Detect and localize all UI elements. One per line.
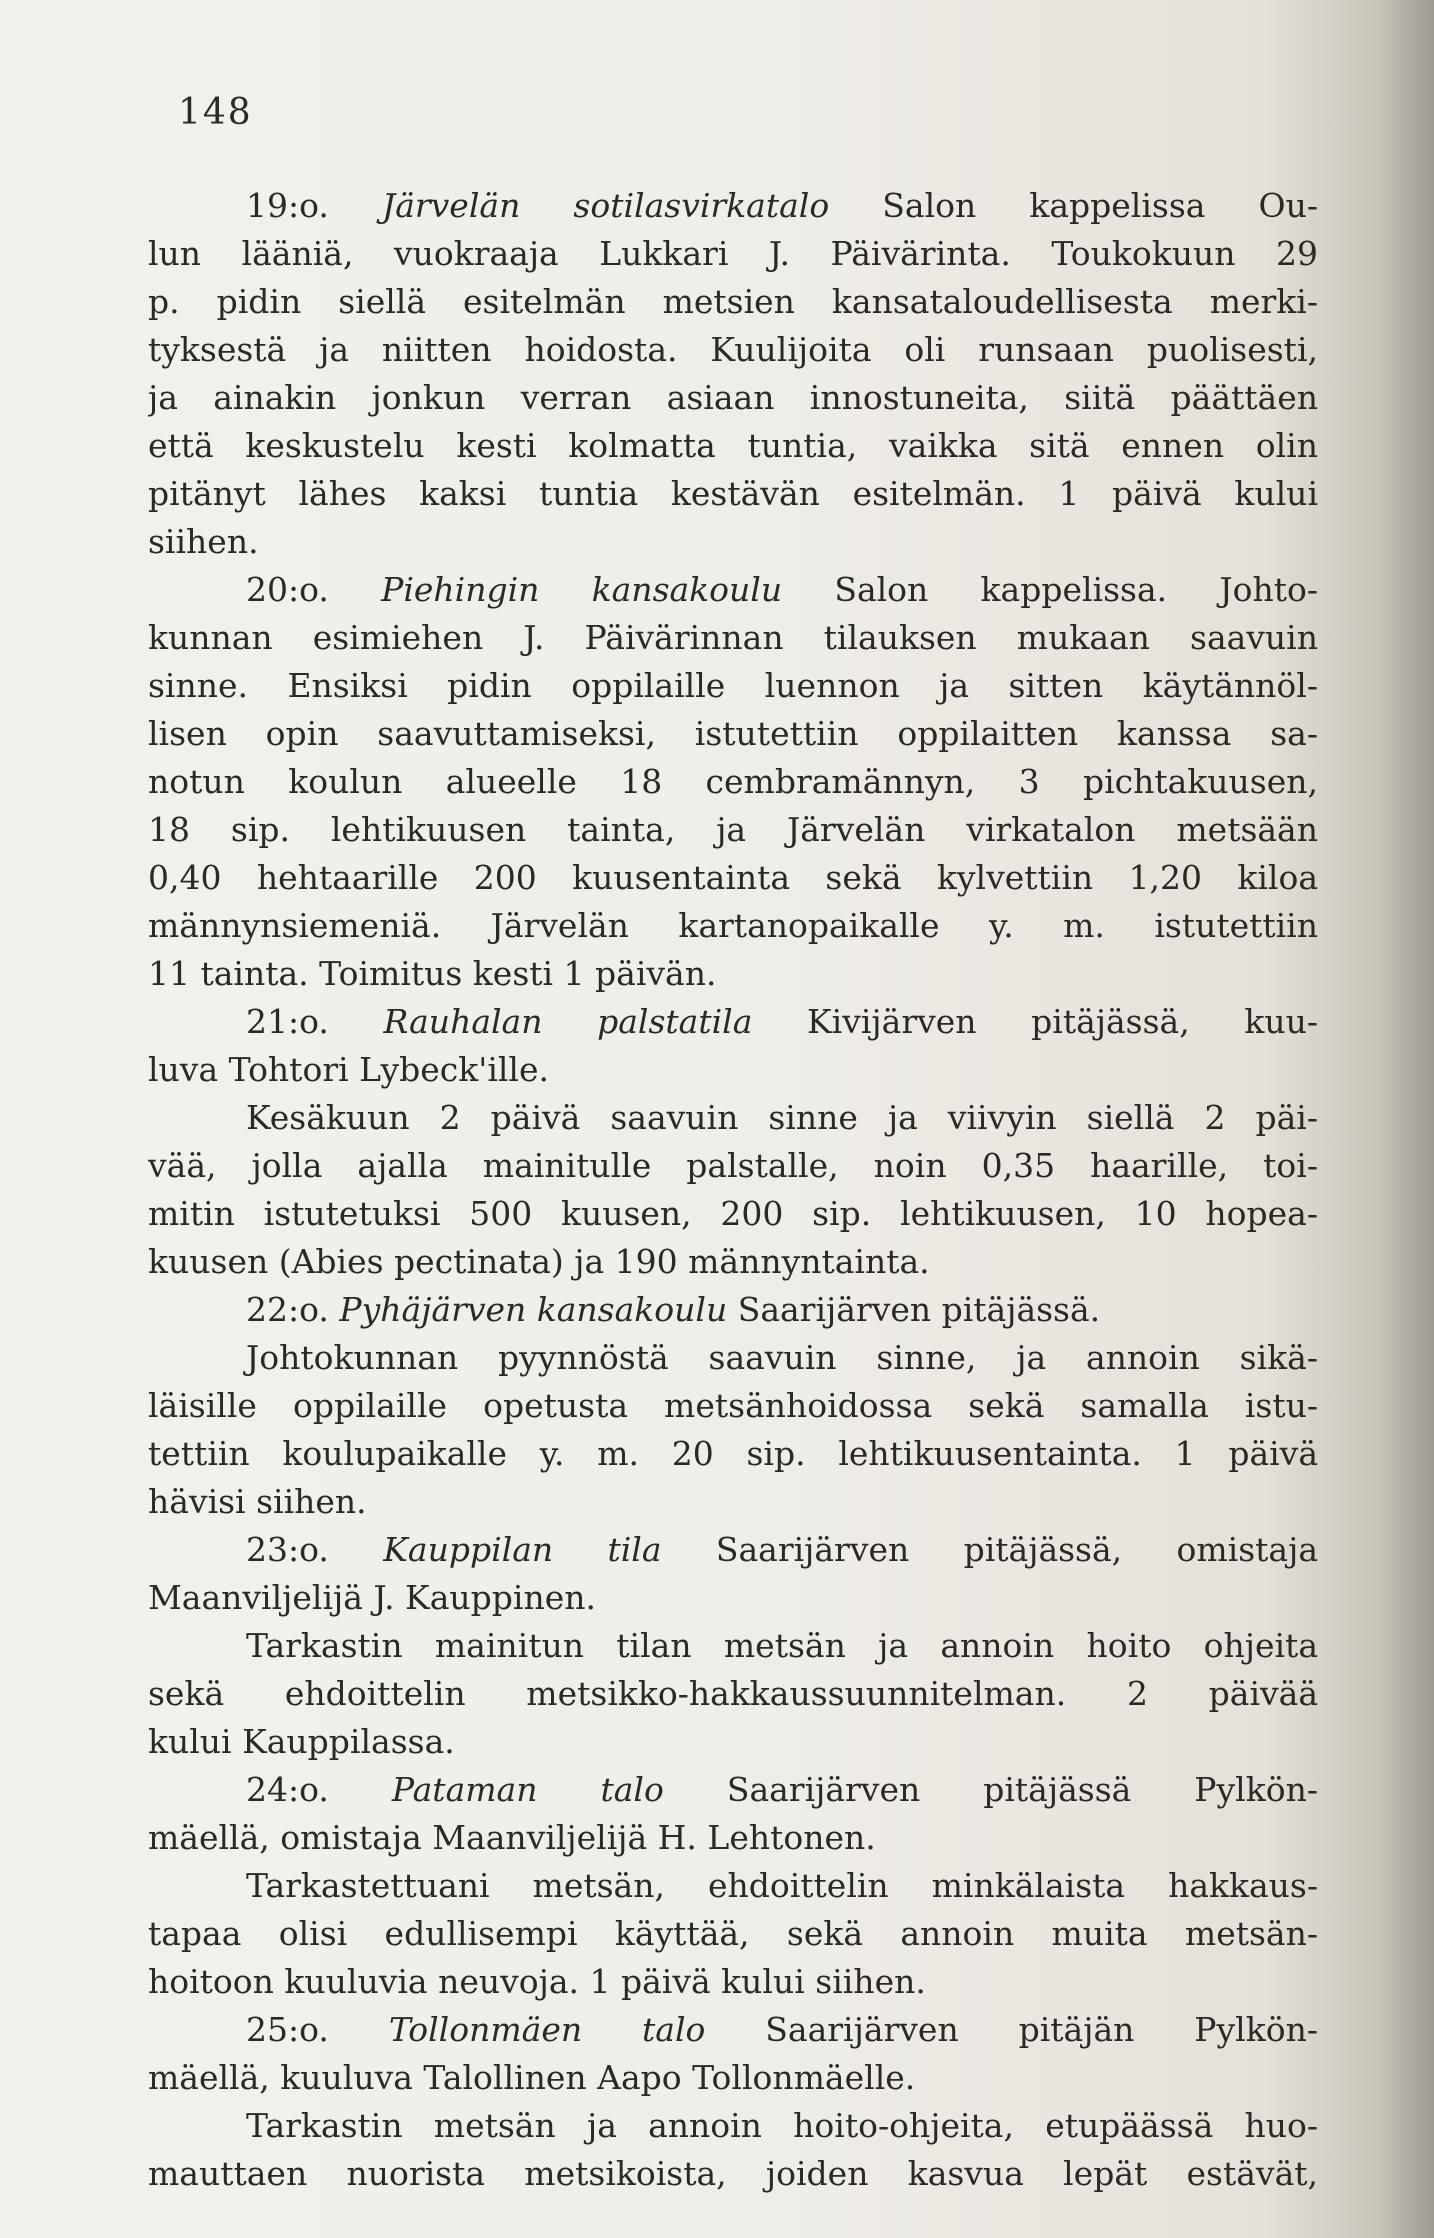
text-line: kuusen (Abies pectinata) ja 190 männyntainta. bbox=[148, 1242, 930, 1281]
page-number: 148 bbox=[178, 92, 253, 133]
text-line: mäellä, omistaja Maanviljelijä H. Lehtonen. bbox=[148, 1818, 876, 1857]
entry-heading-rest: Saarijärven pitäjässä Pylkön- bbox=[663, 1770, 1318, 1809]
entry-place-name: Rauhalan palstatila bbox=[383, 1002, 753, 1041]
entry-22 bbox=[148, 1286, 1318, 1526]
text-line: mitin istutetuksi 500 kuusen, 200 sip. lehtikuusen, 10 hopea- bbox=[148, 1194, 1318, 1233]
entry-heading-line bbox=[148, 182, 1318, 230]
entry-number: 21:o. bbox=[246, 1002, 384, 1041]
text-line: mäellä, kuuluva Talollinen Aapo Tollonmäelle. bbox=[148, 2058, 916, 2097]
entry-19 bbox=[148, 182, 1318, 566]
text-line: vää, jolla ajalla mainitulle palstalle, noin 0,35 haarille, toi- bbox=[148, 1146, 1318, 1185]
entry-21 bbox=[148, 998, 1318, 1286]
entry-number: 20:o. bbox=[246, 570, 382, 609]
text-line: 11 tainta. Toimitus kesti 1 päivän. bbox=[148, 954, 717, 993]
entry-heading-rest: Saarijärven pitäjässä, omistaja bbox=[661, 1530, 1318, 1569]
text-line: 0,40 hehtaarille 200 kuusentainta sekä kylvettiin 1,20 kiloa bbox=[148, 858, 1318, 897]
text-line: Johtokunnan pyynnöstä saavuin sinne, ja annoin sikä- bbox=[246, 1338, 1318, 1377]
text-line: Tarkastin mainitun tilan metsän ja annoin hoito ohjeita bbox=[246, 1626, 1318, 1665]
entry-heading-line bbox=[148, 998, 1318, 1046]
text-line: tettiin koulupaikalle y. m. 20 sip. lehtikuusentainta. 1 päivä bbox=[148, 1434, 1318, 1473]
entry-heading-line bbox=[148, 1286, 1318, 1334]
entry-heading-line bbox=[148, 566, 1318, 614]
text-line: p. pidin siellä esitelmän metsien kansataloudellisesta merki- bbox=[148, 282, 1318, 321]
text-line: luva Tohtori Lybeck'ille. bbox=[148, 1050, 549, 1089]
entry-heading-line bbox=[148, 2006, 1318, 2054]
body-text bbox=[148, 182, 1318, 2198]
text-line: mauttaen nuorista metsikoista, joiden kasvua lepät estävät, bbox=[148, 2154, 1318, 2193]
entry-place-name: Pyhäjärven kansakoulu bbox=[339, 1290, 728, 1329]
entry-heading-line bbox=[148, 1766, 1318, 1814]
entry-number: 19:o. bbox=[246, 186, 382, 225]
text-line: 18 sip. lehtikuusen tainta, ja Järvelän virkatalon metsään bbox=[148, 810, 1318, 849]
entry-20 bbox=[148, 566, 1318, 998]
entry-number: 22:o. bbox=[246, 1290, 340, 1329]
text-line: lun lääniä, vuokraaja Lukkari J. Päivärinta. Toukokuun 29 bbox=[148, 234, 1318, 273]
text-line: siihen. bbox=[148, 522, 259, 561]
text-line: Tarkastin metsän ja annoin hoito-ohjeita, etupäässä huo- bbox=[246, 2106, 1318, 2145]
text-line: tapaa olisi edullisempi käyttää, sekä annoin muita metsän- bbox=[148, 1914, 1318, 1953]
entry-heading-rest: Salon kappelissa. Johto- bbox=[782, 570, 1318, 609]
entry-heading-line bbox=[148, 1526, 1318, 1574]
entry-place-name: Järvelän sotilasvirkatalo bbox=[381, 186, 830, 225]
text-line: läisille oppilaille opetusta metsänhoidossa sekä samalla istu- bbox=[148, 1386, 1318, 1425]
entry-place-name: Piehingin kansakoulu bbox=[381, 570, 783, 609]
text-line: Maanviljelijä J. Kauppinen. bbox=[148, 1578, 596, 1617]
entry-number: 25:o. bbox=[246, 2010, 389, 2049]
text-line: sinne. Ensiksi pidin oppilaille luennon ja sitten käytännöl- bbox=[148, 666, 1318, 705]
text-line: männynsiemeniä. Järvelän kartanopaikalle y. m. istutettiin bbox=[148, 906, 1318, 945]
text-line: tyksestä ja niitten hoidosta. Kuulijoita oli runsaan puolisesti, bbox=[148, 330, 1318, 369]
text-line: notun koulun alueelle 18 cembramännyn, 3 pichtakuusen, bbox=[148, 762, 1318, 801]
text-line: että keskustelu kesti kolmatta tuntia, vaikka sitä ennen olin bbox=[148, 426, 1318, 465]
text-line: ja ainakin jonkun verran asiaan innostuneita, siitä päättäen bbox=[148, 378, 1318, 417]
entry-heading-rest: Kivijärven pitäjässä, kuu- bbox=[752, 1002, 1318, 1041]
text-line: hoitoon kuuluvia neuvoja. 1 päivä kului siihen. bbox=[148, 1962, 926, 2001]
entry-23 bbox=[148, 1526, 1318, 1766]
entry-number: 24:o. bbox=[246, 1770, 392, 1809]
entry-heading-rest: Salon kappelissa Ou- bbox=[829, 186, 1318, 225]
entry-heading-rest: Saarijärven pitäjän Pylkön- bbox=[705, 2010, 1318, 2049]
entry-place-name: Pataman talo bbox=[391, 1770, 664, 1809]
entry-number: 23:o. bbox=[246, 1530, 384, 1569]
text-line: pitänyt lähes kaksi tuntia kestävän esitelmän. 1 päivä kului bbox=[148, 474, 1318, 513]
entry-place-name: Tollonmäen talo bbox=[388, 2010, 706, 2049]
entry-25 bbox=[148, 2006, 1318, 2198]
text-line: Kesäkuun 2 päivä saavuin sinne ja viivyin siellä 2 päi- bbox=[246, 1098, 1318, 1137]
text-line: hävisi siihen. bbox=[148, 1482, 367, 1521]
entry-place-name: Kauppilan tila bbox=[383, 1530, 662, 1569]
entry-heading-rest: Saarijärven pitäjässä. bbox=[727, 1290, 1101, 1329]
text-line: kunnan esimiehen J. Päivärinnan tilauksen mukaan saavuin bbox=[148, 618, 1318, 657]
text-line: kului Kauppilassa. bbox=[148, 1722, 455, 1761]
text-line: sekä ehdoittelin metsikko-hakkaussuunnitelman. 2 päivää bbox=[148, 1674, 1318, 1713]
text-line: lisen opin saavuttamiseksi, istutettiin oppilaitten kanssa sa- bbox=[148, 714, 1318, 753]
entry-24 bbox=[148, 1766, 1318, 2006]
text-line: Tarkastettuani metsän, ehdoittelin minkälaista hakkaus- bbox=[246, 1866, 1318, 1905]
